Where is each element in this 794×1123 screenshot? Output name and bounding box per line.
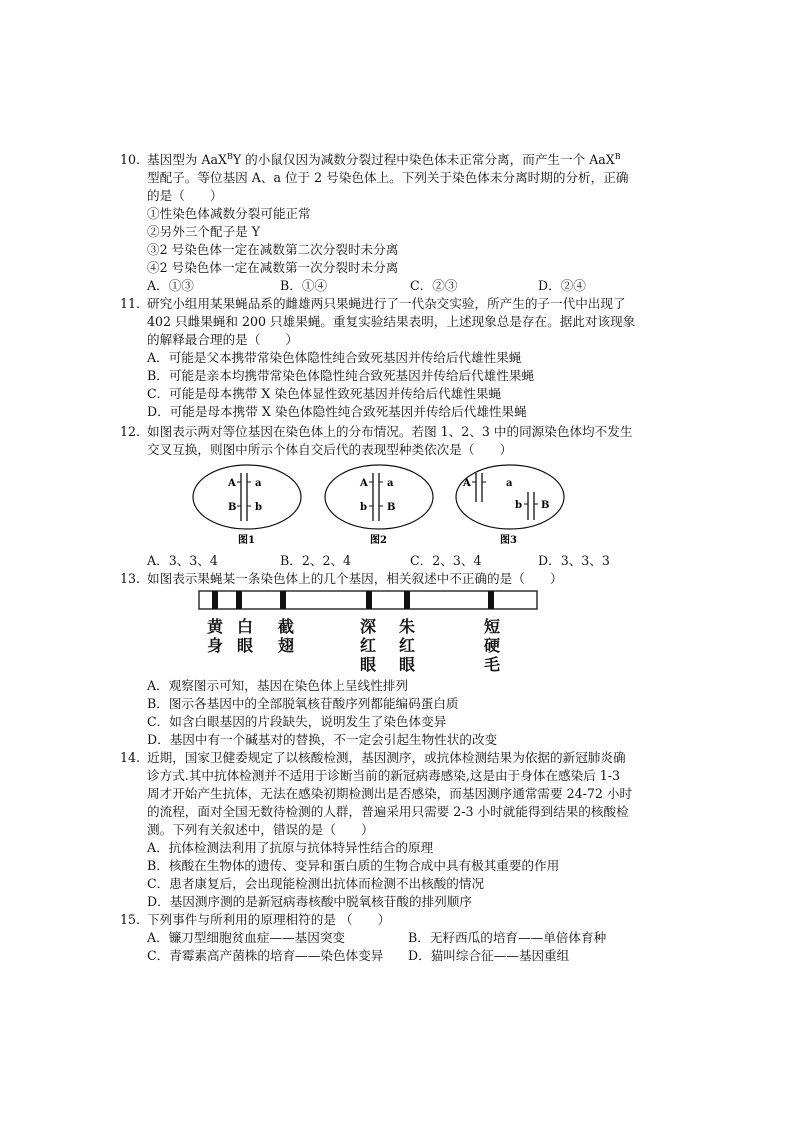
q14-stem-line2: 诊方式.其中抗体检测并不适用于诊断当前的新冠病毒感染,这是由于身体在感染后 1-3 (147, 768, 621, 783)
fig1-label-a: a (255, 478, 262, 489)
q12-option-b: B．2、2、4 (280, 553, 352, 568)
q14-option-c: C．患者康复后，会出现能检测出抗体而检测不出核酸的情况 (147, 876, 485, 891)
q14-stem-line4: 的流程，面对全国无数待检测的人群，普遍采用只需要 2-3 小时就能得到结果的核酸检 (147, 804, 629, 819)
q14-stem-line5: 测。下列有关叙述中，错误的是（ ） (147, 822, 374, 837)
gene-label-6-char2: 硬 (484, 636, 501, 655)
q10-stem-line3: 的是（ ） (147, 188, 223, 203)
fig2-caption: 图2 (370, 535, 387, 546)
q14-option-a: A．抗体检测法利用了抗原与抗体特异性结合的原理 (147, 840, 434, 855)
gene-label-1-char1: 黄 (207, 617, 224, 636)
gene-label-3-char1: 截 (278, 617, 295, 636)
q12-number: 12. (120, 424, 141, 439)
q13-stem-line1: 如图表示果蝇某一条染色体上的几个基因，相关叙述中不正确的是（ ） (147, 571, 563, 586)
fig3-label-B: B (541, 500, 550, 511)
q13-option-c: C．如含白眼基因的片段缺失，说明发生了染色体变异 (147, 714, 447, 729)
q10-stem-line2: 型配子。等位基因 A、a 位于 2 号染色体上。下列关于染色体未分离时期的分析，正确 (147, 170, 629, 185)
gene-label-2-char1: 白 (237, 617, 254, 636)
q12-stem-line1: 如图表示两对等位基因在染色体上的分布情况。若图 1、2、3 中的同源染色体均不发生 (147, 424, 633, 439)
gene-band-yellow-body (212, 591, 218, 609)
fig2-label-B: B (387, 502, 396, 513)
q11-number: 11. (120, 296, 141, 311)
q15-option-c: C．青霉素高产菌株的培育——染色体变异 (147, 948, 384, 963)
q14-stem-line1: 近期，国家卫健委规定了以核酸检测，基因测序，或抗体检测结果为依据的新冠肺炎确 (147, 750, 626, 765)
fig1-label-B: B (228, 502, 237, 513)
q11-stem-line2: 402 只雌果蝇和 200 只雄果蝇。重复实验结果表明，上述现象总是存在。据此对该现象 (147, 314, 636, 329)
fig2-label-A: A (360, 478, 368, 489)
gene-band-short-bristle (488, 591, 494, 609)
q10-stem-line1: 基因型为 AaX$^B$Y 的小鼠仅因为减数分裂过程中染色体未正常分离，而产生一个 AaX$^B$ (147, 152, 621, 167)
fig3-caption: 图3 (500, 535, 517, 546)
gene-band-vermilion-eye (404, 591, 410, 609)
q13-option-b: B．图示各基因中的全部脱氧核苷酸序列都能编码蛋白质 (147, 696, 459, 711)
gene-label-6-char1: 短 (484, 617, 501, 636)
fig2-label-a: a (387, 478, 394, 489)
chromosome-diagram (198, 588, 540, 674)
gene-label-4-char2: 红 (360, 636, 377, 655)
q10-item-3: ③2 号染色体一定在减数第二次分裂时未分离 (147, 242, 399, 257)
q10-option-a: A．①③ (147, 278, 194, 293)
q11-option-c: C．可能是母本携带 X 染色体显性致死基因并传给后代雄性果蝇 (147, 386, 502, 401)
q11-stem-line3: 的解释最合理的是（ ） (147, 332, 299, 347)
gene-label-3-char2: 翅 (278, 636, 295, 655)
q14-option-b: B．核酸在生物体的遗传、变异和蛋白质的生物合成中具有极其重要的作用 (147, 858, 560, 873)
q12-figure (190, 462, 590, 548)
q12-option-c: C．2、3、4 (410, 553, 482, 568)
q13-option-d: D．基因中有一个碱基对的替换，不一定会引起生物性状的改变 (147, 732, 498, 747)
q10-option-c: C．②③ (410, 278, 458, 293)
q12-option-a: A．3、3、4 (147, 553, 218, 568)
gene-band-white-eye (236, 591, 242, 609)
gene-label-5-char1: 朱 (399, 617, 416, 636)
gene-label-2-char2: 眼 (237, 636, 254, 655)
gene-band-deep-red-eye (366, 591, 372, 609)
gene-label-4-char1: 深 (360, 617, 377, 636)
gene-label-4-char3: 眼 (360, 655, 377, 674)
q15-stem-line1: 下列事件与所利用的原理相符的是 （ ） (147, 912, 391, 927)
q14-stem-line3: 周才开始产生抗体，无法在感染初期检测出是否感染，而基因测序通常需要 24-72 小时 (147, 786, 633, 801)
q14-number: 14. (120, 750, 141, 765)
q11-stem-line1: 研究小组用某果蝇品系的雌雄两只果蝇进行了一代杂交实验，所产生的子一代中出现了 (147, 296, 626, 311)
gene-label-5-char2: 红 (399, 636, 416, 655)
q13-option-a: A．观察图示可知，基因在染色体上呈线性排列 (147, 678, 408, 693)
q11-option-a: A．可能是父本携带常染色体隐性纯合致死基因并传给后代雄性果蝇 (147, 350, 522, 365)
q15-option-b: B．无籽西瓜的培育——单倍体育种 (408, 930, 607, 945)
q12-option-d: D．3、3、3 (538, 553, 610, 568)
q10-item-4: ④2 号染色体一定在减数第一次分裂时未分离 (147, 260, 399, 275)
fig3-label-a: a (506, 478, 513, 489)
gene-label-6-char3: 毛 (484, 655, 501, 674)
fig2-label-b: b (360, 502, 367, 513)
fig3-label-b: b (515, 500, 522, 511)
gene-label-1-char2: 身 (207, 636, 224, 655)
figure-1 (193, 465, 301, 546)
q10-option-d: D．②④ (538, 278, 586, 293)
fig1-label-A: A (228, 478, 236, 489)
q11-option-b: B．可能是亲本均携带常染色体隐性纯合致死基因并传给后代雄性果蝇 (147, 368, 535, 383)
fig3-label-A: A (463, 478, 471, 489)
q10-item-2: ②另外三个配子是 Y (147, 224, 261, 239)
figure-2 (325, 465, 433, 546)
gene-label-5-char3: 眼 (399, 655, 416, 674)
q10-number: 10. (120, 152, 141, 167)
q15-number: 15. (120, 912, 141, 927)
q11-option-d: D．可能是母本携带 X 染色体隐性纯合致死基因并传给后代雄性果蝇 (147, 404, 527, 419)
q14-option-d: D．基因测序测的是新冠病毒核酸中脱氧核苷酸的排列顺序 (147, 894, 472, 909)
q15-option-d: D．猫叫综合征——基因重组 (408, 948, 570, 963)
figure-3 (456, 465, 564, 546)
q10-option-b: B．①④ (280, 278, 328, 293)
q13-number: 13. (120, 571, 141, 586)
q12-stem-line2: 交叉互换，则图中所示个体自交后代的表现型种类依次是（ ） (147, 442, 513, 457)
q10-item-1: ①性染色体减数分裂可能正常 (147, 206, 311, 221)
fig1-caption: 图1 (238, 535, 255, 546)
q15-option-a: A．镰刀型细胞贫血症——基因突变 (147, 930, 346, 945)
gene-band-cut-wing (280, 591, 286, 609)
fig1-label-b: b (255, 502, 262, 513)
